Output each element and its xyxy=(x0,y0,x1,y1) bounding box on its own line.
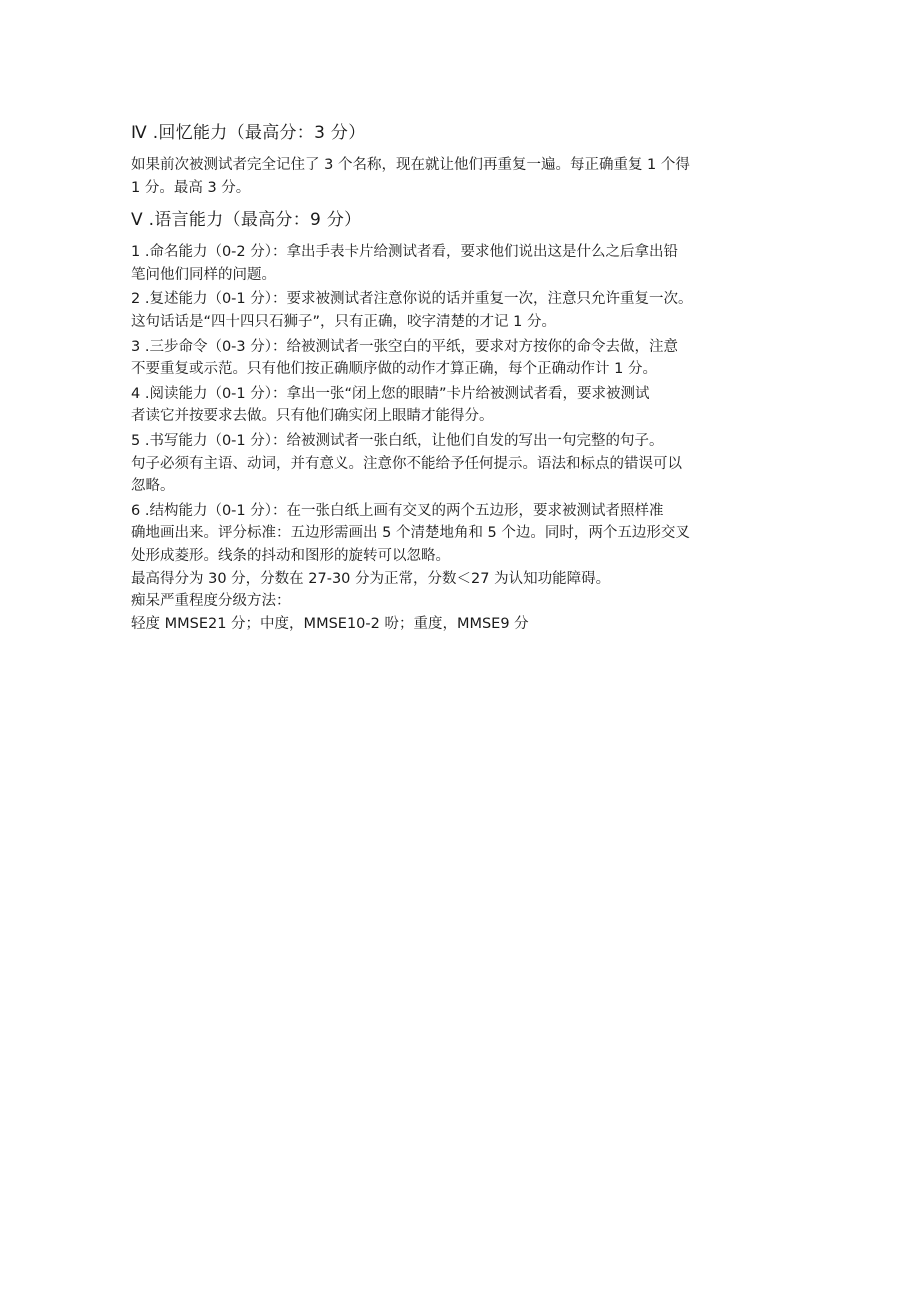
paragraph-line: 处形成菱形。线条的抖动和图形的旋转可以忽略。 xyxy=(131,547,450,564)
paragraph-line: 1 分。最高 3 分。 xyxy=(131,179,251,196)
language-item-repetition xyxy=(131,288,801,333)
total-score-line: 最高得分为 30 分，分数在 27-30 分为正常，分数＜27 为认知功能障碍。 xyxy=(131,570,611,587)
section-iv-heading: Ⅳ .回忆能力（最高分：3 分） xyxy=(131,123,366,143)
paragraph-line: 5 .书写能力（0-1 分）：给被测试者一张白纸，让他们自发的写出一句完整的句子。 xyxy=(131,432,664,449)
language-item-three-step-command xyxy=(131,336,801,381)
language-item-reading xyxy=(131,383,801,428)
severity-grading-line: 轻度 MMSE21 分；中度，MMSE10-2 吩；重度，MMSE9 分 xyxy=(131,615,529,632)
paragraph-line: 4 .阅读能力（0-1 分）：拿出一张“闭上您的眼睛”卡片给被测试者看，要求被测试 xyxy=(131,385,650,402)
paragraph-line: 6 .结构能力（0-1 分）：在一张白纸上画有交叉的两个五边形，要求被测试者照样准 xyxy=(131,502,664,519)
paragraph-line: 忽略。 xyxy=(131,478,175,495)
paragraph-line: 1 .命名能力（0-2 分）：拿出手表卡片给测试者看，要求他们说出这是什么之后拿出铅 xyxy=(131,244,678,261)
paragraph-line: 句子必须有主语、动词，并有意义。注意你不能给予任何提示。语法和标点的错误可以 xyxy=(131,455,682,472)
paragraph-line: 如果前次被测试者完全记住了 3 个名称，现在就让他们再重复一遍。每正确重复 1 个得 xyxy=(131,157,690,173)
language-item-construction xyxy=(131,500,801,568)
section-iv-paragraph xyxy=(131,154,801,199)
document-content xyxy=(131,120,801,635)
language-item-writing xyxy=(131,430,801,498)
paragraph-line: 笔问他们同样的问题。 xyxy=(131,266,276,283)
paragraph-line: 者读它并按要求去做。只有他们确实闭上眼睛才能得分。 xyxy=(131,408,494,425)
paragraph-line: 3 .三步命令（0-3 分）：给被测试者一张空白的平纸，要求对方按你的命令去做，注意 xyxy=(131,338,678,355)
language-item-naming xyxy=(131,241,801,286)
paragraph-line: 这句话话是“四十四只石狮子”，只有正确，咬字清楚的才记 1 分。 xyxy=(131,313,556,330)
paragraph-line: 不要重复或示范。只有他们按正确顺序做的动作才算正确，每个正确动作计 1 分。 xyxy=(131,361,657,378)
paragraph-line: 2 .复述能力（0-1 分）：要求被测试者注意你说的话并重复一次，注意只允许重复一次。 xyxy=(131,291,693,308)
paragraph-line: 确地画出来。评分标准：五边形需画出 5 个清楚地角和 5 个边。同时，两个五边形交叉 xyxy=(131,525,690,542)
section-v-heading: Ⅴ .语言能力（最高分：9 分） xyxy=(131,210,362,231)
severity-grading-title: 痴呆严重程度分级方法： xyxy=(131,593,291,610)
